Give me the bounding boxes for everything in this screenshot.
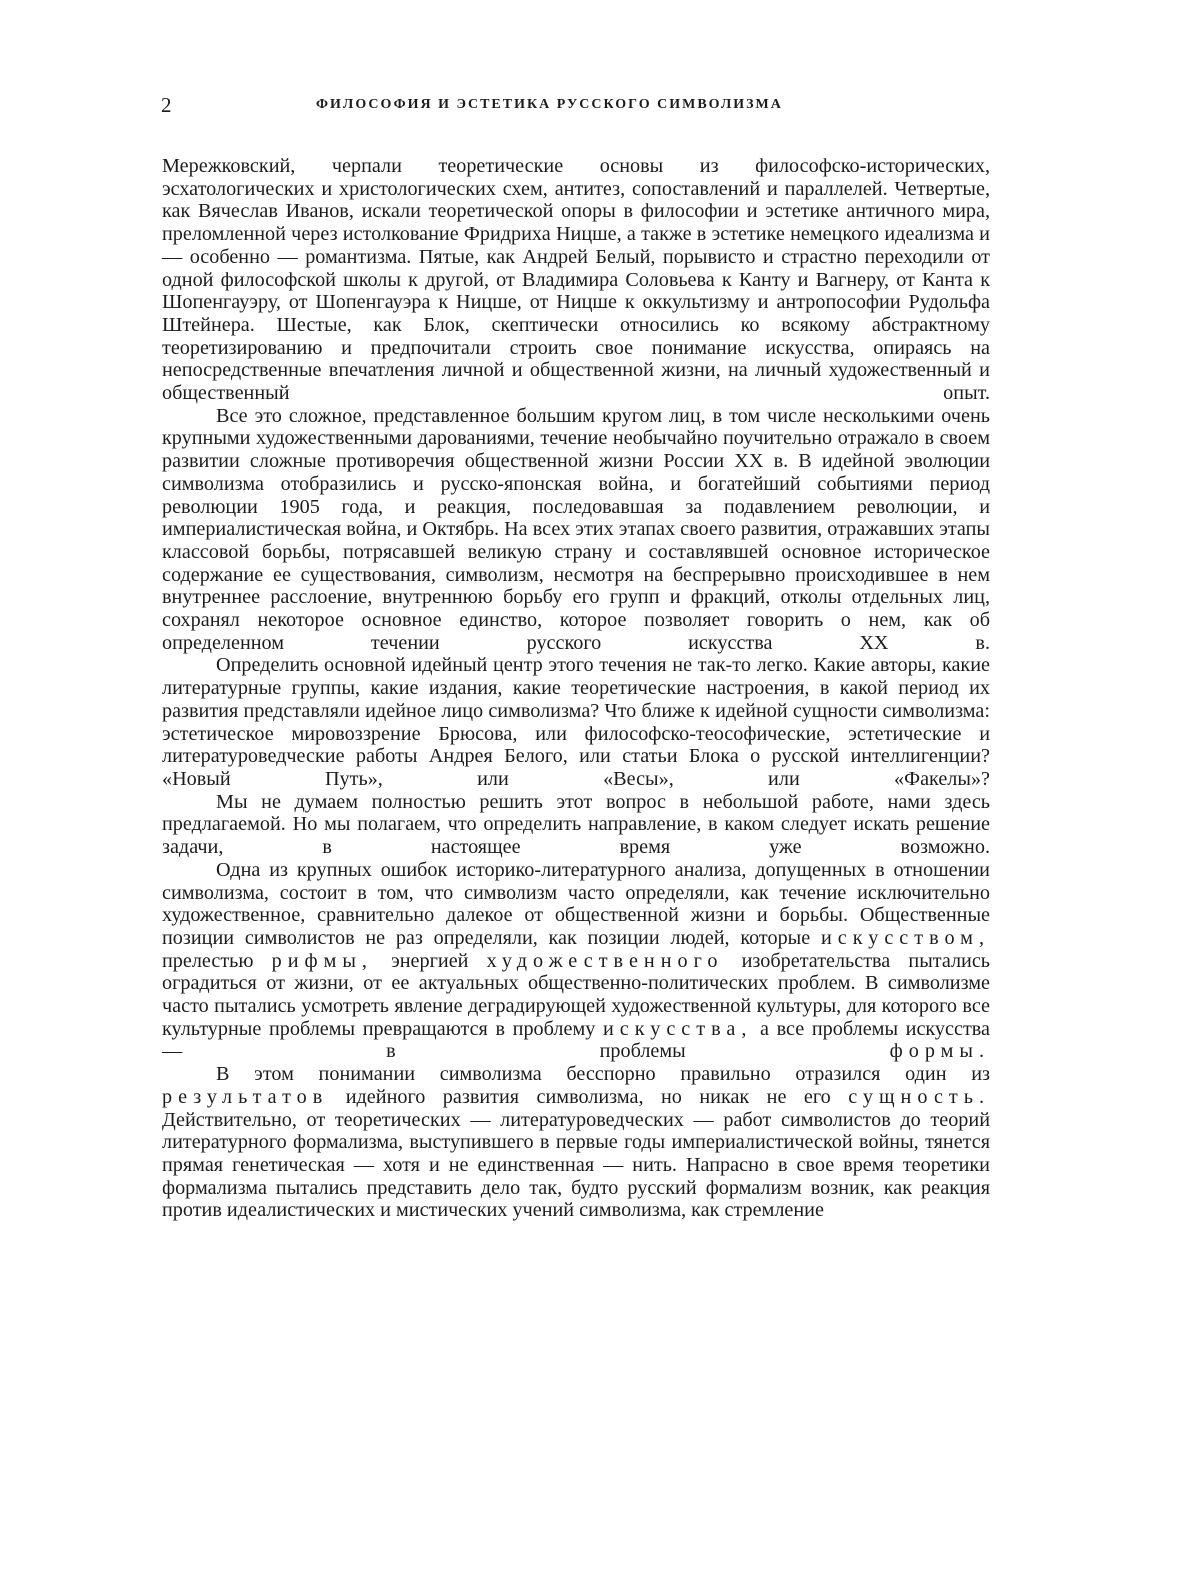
text-run: а все проблемы искусства — в проблемы xyxy=(162,1017,990,1063)
text-run: В этом понимании символизма бесспорно правильно отразился один из xyxy=(216,1063,990,1086)
page-header xyxy=(161,92,1030,122)
text-run: Действительно, от теоретических — литературоведческих — работ символистов до теорий литературного формализма, выступившего в первые годы империалистической войны, тянется прямая генетическая — хотя и не единственная — нить. Напрасно в свое время теоретики формализма пытались представить дело так, будто русский формализм возник, как реакция против идеалистических и мистических учений символизма, как стремление xyxy=(162,1108,990,1222)
paragraph xyxy=(162,1063,990,1222)
text-run: идейного развития символизма, но никак не его xyxy=(345,1085,831,1108)
page-number: 2 xyxy=(161,93,172,117)
spaced-emphasis: художественного xyxy=(486,949,724,972)
spaced-emphasis: искусства, xyxy=(602,1017,753,1040)
paragraph: Мы не думаем полностью решить этот вопрос в небольшой работе, нами здесь предлагаемой. Но мы полагаем, что определить направление, в каком следует искать решение задачи, в настоящее время уже возможно. xyxy=(162,790,990,859)
text-run: энергией xyxy=(391,949,469,972)
body-text xyxy=(162,155,990,1222)
spaced-emphasis: рифмы, xyxy=(271,949,373,972)
text-run: изобретательства пытались оградиться от жизни, от ее актуальных общественно-политических проблем. В символизме часто пытались усмотреть явление деградирующей художественной культуры, для которого все культурные проблемы превращаются в проблему xyxy=(162,949,991,1040)
spaced-emphasis: результатов xyxy=(162,1085,329,1108)
text-run: Одна из крупных ошибок историко-литературного анализа, допущенных в отношении символизма, состоит в том, что символизм часто определяли, как течение исключительно художественное, сравнительно далекое от общественной жизни и борьбы. Общественные позиции символистов не раз определяли, как позиции людей, которые xyxy=(162,858,990,949)
paragraph xyxy=(162,859,990,1063)
spaced-emphasis: искусством, xyxy=(820,926,990,949)
paragraph: Мережковский, черпали теоретические основы из философско-исторических, эсхатологических и христологических схем, антитез, сопоставлений и параллелей. Четвертые, как Вячеслав Иванов, искали теоретической опоры в философии и эстетике античного мира, преломленной через истолкование Фридриха Ницше, а также в эстетике немецкого идеализма и — особенно — романтизма. Пятые, как Андрей Белый, порывисто и страстно переходили от одной философской школы к другой, от Владимира Соловьева к Канту и Вагнеру, от Канта к Шопенгауэру, от Шопенгауэра к Ницше, от Ницше к оккультизму и антропософии Рудольфа Штейнера. Шестые, как Блок, скептически относились ко всякому абстрактному теоретизированию и предпочитали строить свое понимание искусства, опираясь на непосредственные впечатления личной и общественной жизни, на личный художественный и общественный опыт. xyxy=(162,155,990,405)
text-run: прелестью xyxy=(162,949,254,972)
spaced-emphasis: сущность. xyxy=(848,1085,990,1108)
spaced-emphasis: формы. xyxy=(889,1040,991,1063)
running-title: ФИЛОСОФИЯ И ЭСТЕТИКА РУССКОГО СИМВОЛИЗМА xyxy=(316,97,783,112)
paragraph: Все это сложное, представленное большим кругом лиц, в том числе несколькими очень крупными художественными дарованиями, течение необычайно поучительно отражало в своем развитии сложные противоречия общественной жизни России XX в. В идейной эволюции символизма отобразились и русско-японская война, и богатейший событиями период революции 1905 года, и реакция, последовавшая за подавлением революции, и империалистическая война, и Октябрь. На всех этих этапах своего развития, отражавших этапы классовой борьбы, потрясавшей великую страну и составлявшей основное историческое содержание ее существования, символизм, несмотря на беспрерывно происходившее в нем внутреннее расслоение, внутреннюю борьбу его групп и фракций, отколы отдельных лиц, сохранял некоторое основное единство, которое позволяет говорить о нем, как об определенном течении русского искусства XX в. xyxy=(162,404,990,654)
paragraph: Определить основной идейный центр этого течения не так-то легко. Какие авторы, какие литературные группы, какие издания, какие теоретические настроения, в какой период их развития представляли идейное лицо символизма? Что ближе к идейной сущности символизма: эстетическое мировоззрение Брюсова, или философско-теософические, эстетические и литературоведческие работы Андрея Белого, или статьи Блока о русской интеллигенции? «Новый Путь», или «Весы», или «Факелы»? xyxy=(162,654,990,790)
